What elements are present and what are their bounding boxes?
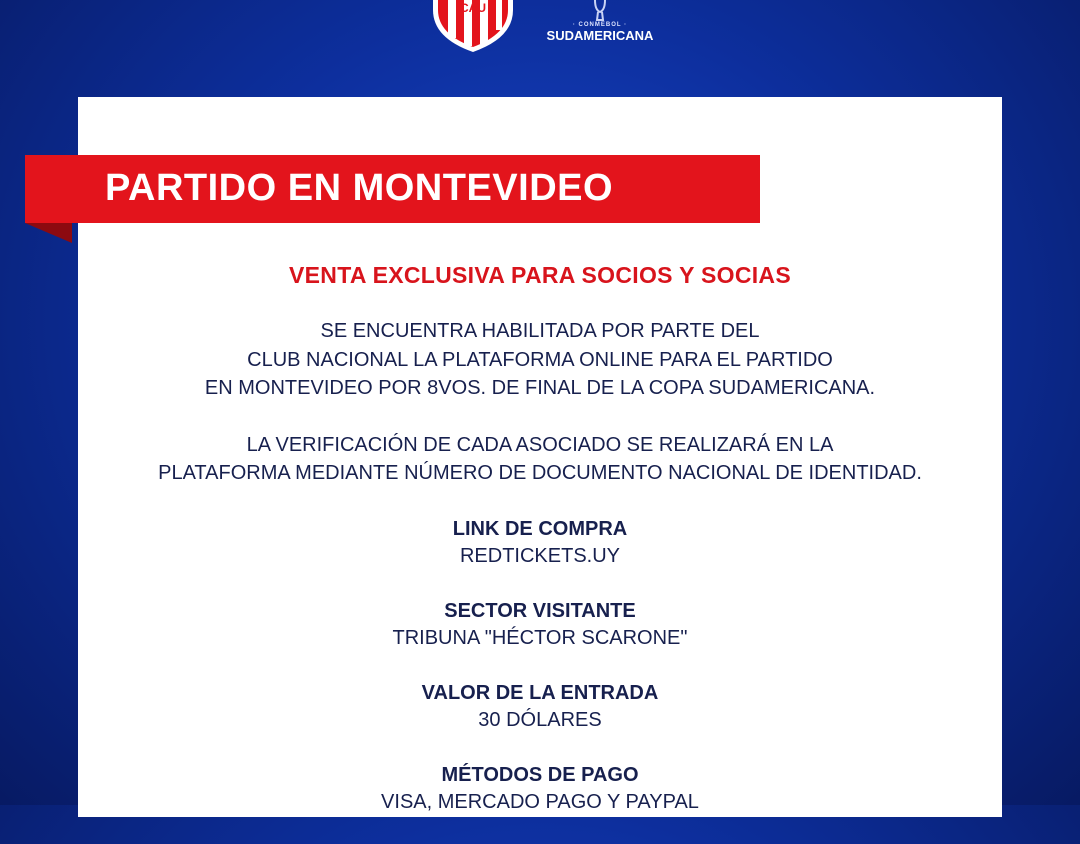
payment-methods-value: VISA, MERCADO PAGO Y PAYPAL bbox=[381, 790, 699, 813]
svg-text:CAU: CAU bbox=[460, 1, 486, 15]
paragraph-line: CLUB NACIONAL LA PLATAFORMA ONLINE PARA EL PARTIDO bbox=[247, 348, 833, 371]
banner-title: PARTIDO EN MONTEVIDEO bbox=[105, 167, 614, 209]
card-content bbox=[78, 262, 1002, 844]
club-crest-logo bbox=[430, 0, 516, 52]
trophy-icon bbox=[590, 0, 610, 22]
conmebol-text: · CONMEBOL · bbox=[572, 22, 628, 28]
paragraph-line: LA VERIFICACIÓN DE CADA ASOCIADO SE REALIZARÁ EN LA bbox=[246, 433, 834, 456]
subtitle: VENTA EXCLUSIVA PARA SOCIOS Y SOCIAS bbox=[289, 262, 791, 288]
purchase-link-label: LINK DE COMPRA bbox=[452, 517, 628, 540]
paragraph-1 bbox=[78, 317, 1002, 403]
ticket-price-label: VALOR DE LA ENTRADA bbox=[421, 681, 659, 704]
visitor-sector-value: TRIBUNA "HÉCTOR SCARONE" bbox=[392, 626, 688, 649]
payment-methods-label: MÉTODOS DE PAGO bbox=[441, 763, 639, 786]
paragraph-line: EN MONTEVIDEO POR 8VOS. DE FINAL DE LA COPA SUDAMERICANA. bbox=[204, 377, 876, 399]
visitor-sector-label: SECTOR VISITANTE bbox=[444, 599, 636, 622]
banner-fold bbox=[25, 223, 72, 243]
paragraph-line: PLATAFORMA MEDIANTE NÚMERO DE DOCUMENTO NACIONAL DE IDENTIDAD. bbox=[158, 462, 922, 484]
sudamericana-text: SUDAMERICANA bbox=[546, 28, 654, 43]
header-logos bbox=[0, 0, 1080, 60]
paragraph-line: SE ENCUENTRA HABILITADA POR PARTE DEL bbox=[320, 320, 760, 342]
sudamericana-logo bbox=[530, 0, 670, 43]
title-banner bbox=[25, 155, 760, 223]
purchase-link-value[interactable]: REDTICKETS.UY bbox=[459, 544, 621, 567]
ticket-price-value: 30 DÓLARES bbox=[478, 708, 602, 731]
paragraph-2 bbox=[78, 431, 1002, 488]
